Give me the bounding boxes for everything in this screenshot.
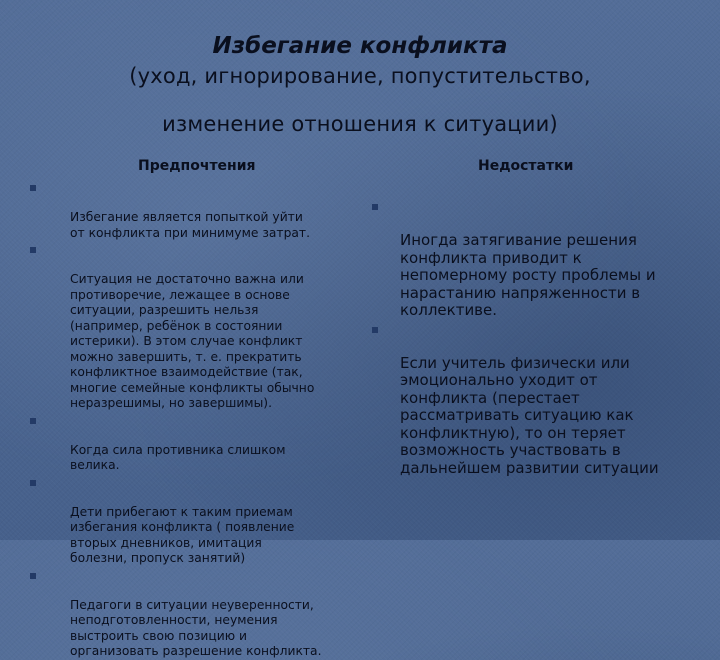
square-bullet-icon <box>372 204 378 210</box>
list-item-text: Когда сила противника слишком велика. <box>70 442 286 472</box>
list-item-text: Избегание является попыткой уйти от конфликта при минимуме затрат. <box>70 210 310 240</box>
square-bullet-icon <box>30 418 36 424</box>
disadvantages-list <box>372 197 710 477</box>
list-item <box>30 241 365 412</box>
list-item-text: Ситуация не достаточно важна или противоречие, лежащее в основе ситуации, разрешить нельзя (например, ребёнок в состоянии истерики). В этом случае конфликт можно завершить, т. е. прекратить конфликтное взаимодействие (так, многие семейные конфликты обычно неразрешимы, но завершимы). <box>70 272 315 410</box>
square-bullet-icon <box>30 247 36 253</box>
square-bullet-icon <box>30 480 36 486</box>
list-item <box>30 179 365 241</box>
slide-subtitle-line-2: изменение отношения к ситуации) <box>162 112 558 136</box>
list-item <box>372 197 710 320</box>
square-bullet-icon <box>30 185 36 191</box>
list-item-text: Иногда затягивание решения конфликта приводит к непомерному росту проблемы и нарастанию напряженности в коллективе. <box>400 231 656 319</box>
preferences-header: Предпочтения <box>138 158 256 174</box>
list-item <box>30 567 365 660</box>
list-item-text: Педагоги в ситуации неуверенности, неподготовленности, неумения выстроить свою позицию и организовать разрешение конфликта. <box>70 597 322 658</box>
square-bullet-icon <box>372 327 378 333</box>
slide-subtitle-line-1: (уход, игнорирование, попустительство, <box>129 64 591 88</box>
list-item-text: Дети прибегают к таким приемам избегания конфликта ( появление вторых дневников, имитация болезни, пропуск занятий) <box>70 504 295 565</box>
disadvantages-header: Недостатки <box>478 158 574 174</box>
list-item <box>30 412 365 474</box>
preferences-list <box>30 179 365 660</box>
list-item <box>30 474 365 567</box>
list-item-text: Если учитель физически или эмоционально уходит от конфликта (перестает рассматривать ситуацию как конфликтную), то он теряет возможность участвовать в дальнейшем развитии ситуации <box>400 353 659 477</box>
list-item <box>372 320 710 478</box>
slide-title: Избегание конфликта <box>212 33 508 59</box>
square-bullet-icon <box>30 573 36 579</box>
